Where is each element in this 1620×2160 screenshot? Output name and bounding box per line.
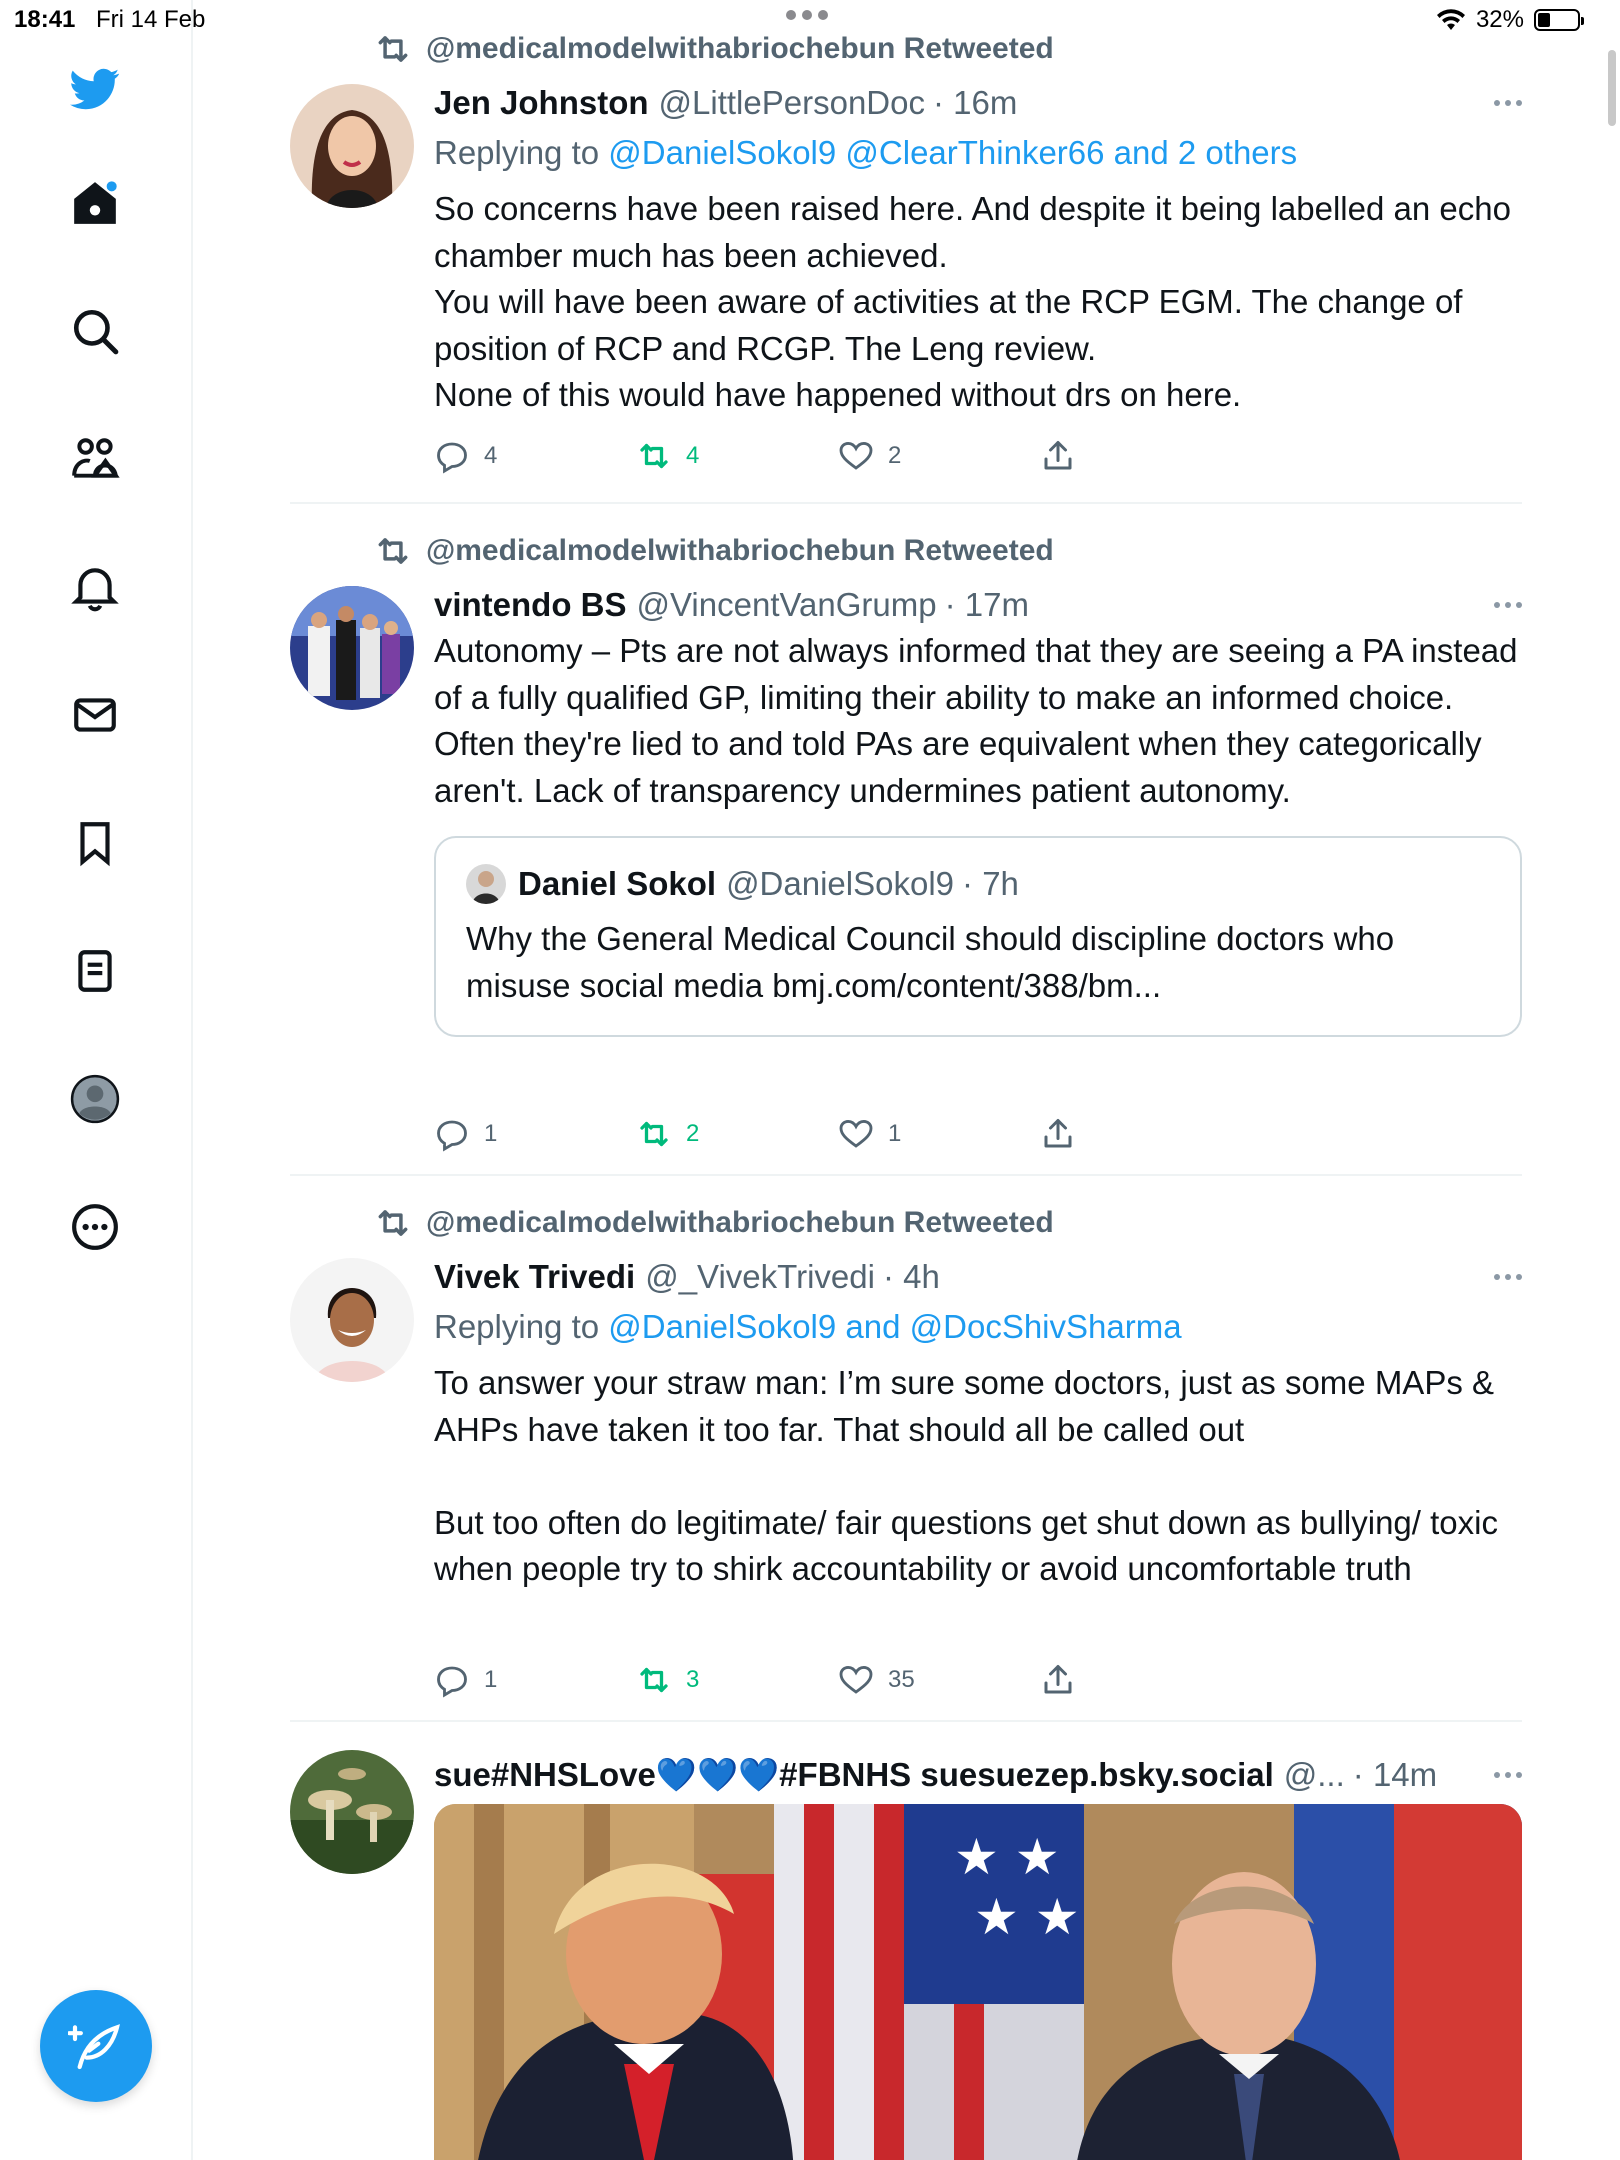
battery-percent: 32%	[1475, 6, 1524, 33]
communities-icon	[70, 434, 120, 484]
tweet-time[interactable]: · 14m	[1352, 1756, 1438, 1793]
retweeted-by[interactable]: @medicalmodelwithabriochebun Retweeted	[374, 30, 1054, 68]
tweet[interactable]	[290, 1722, 1522, 2160]
author-handle[interactable]: @VincentVanGrump	[636, 586, 937, 623]
tweet-text: Autonomy – Pts are not always informed that they are seeing a PA instead of a fully qualified GP, limiting their ability to make an informed choice. Often they're lied to and told PAs are equivalent when they categorically aren't. Lack of transparency undermines patient autonomy.	[434, 632, 1518, 809]
tweet-time[interactable]: · 4h	[882, 1258, 940, 1295]
quote-time: · 7h	[962, 865, 1019, 902]
quote-author-handle: @DanielSokol9	[726, 865, 955, 902]
reply-button[interactable]: 1	[434, 1662, 636, 1698]
avatar[interactable]	[290, 1258, 414, 1382]
tweet-header	[434, 586, 1522, 624]
tweet-actions	[434, 438, 1242, 474]
tweet-text: So concerns have been raised here. And despite it being labelled an echo chamber much has been achieved. You will have been aware of activities at the RCP EGM. The change of position of RCP and RCGP. The Leng review. None of this would have happened without drs on here.	[434, 190, 1511, 413]
search-icon	[70, 306, 120, 356]
avatar[interactable]	[290, 1750, 414, 1874]
bell-icon	[70, 562, 120, 612]
author-handle[interactable]: @_VivekTrivedi	[645, 1258, 875, 1295]
tweet[interactable]	[290, 504, 1522, 1174]
reply-button[interactable]: 4	[434, 438, 636, 474]
sidebar-item-bookmarks[interactable]	[66, 814, 124, 872]
author-name[interactable]: vintendo BS	[434, 586, 627, 623]
avatar[interactable]	[290, 586, 414, 710]
tweet-media-image[interactable]	[434, 1804, 1522, 2160]
compose-tweet-button[interactable]	[40, 1990, 152, 2102]
more-options-icon[interactable]	[1494, 100, 1522, 106]
sidebar-item-home[interactable]	[66, 174, 124, 232]
sidebar-item-communities[interactable]	[66, 430, 124, 488]
sidebar-item-search[interactable]	[66, 302, 124, 360]
share-button[interactable]	[1040, 438, 1242, 474]
tweet-actions	[434, 1116, 1242, 1152]
heart-icon	[838, 1116, 874, 1152]
twitter-logo-icon[interactable]	[66, 60, 124, 118]
sidebar-item-lists[interactable]	[66, 942, 124, 1000]
mail-icon	[70, 690, 120, 740]
status-date: Fri 14 Feb	[96, 6, 206, 33]
tweet-header	[434, 1258, 1522, 1296]
quote-avatar	[466, 864, 506, 904]
replying-to: Replying to @DanielSokol9 and @DocShivSharma	[434, 1308, 1182, 1345]
svg-text:★ ★: ★ ★	[974, 1888, 1080, 1946]
tweet-actions	[434, 1662, 1242, 1698]
author-handle[interactable]: @...	[1283, 1756, 1345, 1793]
reply-icon	[434, 438, 470, 474]
svg-text:★ ★: ★ ★	[954, 1828, 1060, 1886]
sidebar-item-more[interactable]	[66, 1198, 124, 1256]
like-button[interactable]: 35	[838, 1662, 1040, 1698]
tweet-header	[434, 84, 1522, 122]
retweeted-by[interactable]: @medicalmodelwithabriochebun Retweeted	[374, 1204, 1054, 1242]
tweet-time[interactable]: · 17m	[944, 586, 1029, 623]
more-options-icon[interactable]	[1494, 1772, 1522, 1778]
profile-avatar-icon	[70, 1074, 120, 1124]
bookmark-icon	[70, 818, 120, 868]
retweet-icon	[636, 1662, 672, 1698]
wifi-icon	[1436, 8, 1466, 32]
compose-feather-icon	[68, 2018, 124, 2074]
tweet[interactable]	[290, 30, 1522, 502]
more-options-icon[interactable]	[1494, 602, 1522, 608]
battery-icon	[1534, 9, 1580, 31]
sidebar-item-messages[interactable]	[66, 686, 124, 744]
share-button[interactable]	[1040, 1116, 1242, 1152]
share-button[interactable]	[1040, 1662, 1242, 1698]
tweet-time[interactable]: · 16m	[932, 84, 1018, 121]
heart-icon	[838, 1662, 874, 1698]
sidebar-nav	[0, 0, 193, 2160]
share-icon	[1040, 438, 1076, 474]
retweeted-by[interactable]: @medicalmodelwithabriochebun Retweeted	[374, 532, 1054, 570]
more-circle-icon	[70, 1202, 120, 1252]
multitasking-dots-icon[interactable]	[786, 10, 828, 20]
status-time: 18:41	[14, 6, 76, 33]
tweet-header	[434, 1756, 1522, 1795]
author-name[interactable]: Jen Johnston	[434, 84, 649, 121]
reply-links[interactable]: @DanielSokol9 @ClearThinker66 and 2 others	[608, 134, 1298, 171]
author-name[interactable]: sue#NHSLove💙💙💙#FBNHS suesuezep.bsky.social	[434, 1756, 1274, 1793]
like-button[interactable]: 2	[838, 438, 1040, 474]
avatar[interactable]	[290, 84, 414, 208]
tweet-text: To answer your straw man: I’m sure some doctors, just as some MAPs & AHPs have taken it too far. That should all be called out But too often do legitimate/ fair questions get shut down as bullying/ toxic when people try to shirk accountability or avoid uncomfortable truth	[434, 1364, 1498, 1587]
replying-to: Replying to @DanielSokol9 @ClearThinker66 and 2 others	[434, 134, 1298, 171]
more-options-icon[interactable]	[1494, 1274, 1522, 1280]
quote-text: Why the General Medical Council should discipline doctors who misuse social media bmj.com/content/388/bm...	[466, 920, 1395, 1004]
author-handle[interactable]: @LittlePersonDoc	[658, 84, 925, 121]
retweet-button[interactable]: 4	[636, 438, 838, 474]
tweet[interactable]	[290, 1176, 1522, 1720]
reply-button[interactable]: 1	[434, 1116, 636, 1152]
home-icon	[70, 178, 120, 228]
reply-icon	[434, 1116, 470, 1152]
retweet-icon	[374, 532, 412, 570]
retweet-button[interactable]: 3	[636, 1662, 838, 1698]
timeline	[290, 30, 1522, 2160]
scrollbar[interactable]	[1608, 50, 1616, 126]
reply-links[interactable]: @DanielSokol9 and @DocShivSharma	[608, 1308, 1182, 1345]
retweet-icon	[636, 1116, 672, 1152]
share-icon	[1040, 1116, 1076, 1152]
share-icon	[1040, 1662, 1076, 1698]
heart-icon	[838, 438, 874, 474]
quoted-tweet[interactable]	[434, 836, 1522, 1037]
lists-icon	[70, 946, 120, 996]
sidebar-item-notifications[interactable]	[66, 558, 124, 616]
like-button[interactable]: 1	[838, 1116, 1040, 1152]
quote-author-name: Daniel Sokol	[518, 865, 717, 902]
retweet-button[interactable]: 2	[636, 1116, 838, 1152]
reply-icon	[434, 1662, 470, 1698]
sidebar-item-profile[interactable]	[66, 1070, 124, 1128]
retweet-icon	[374, 30, 412, 68]
retweet-icon	[636, 438, 672, 474]
retweet-icon	[374, 1204, 412, 1242]
author-name[interactable]: Vivek Trivedi	[434, 1258, 636, 1295]
